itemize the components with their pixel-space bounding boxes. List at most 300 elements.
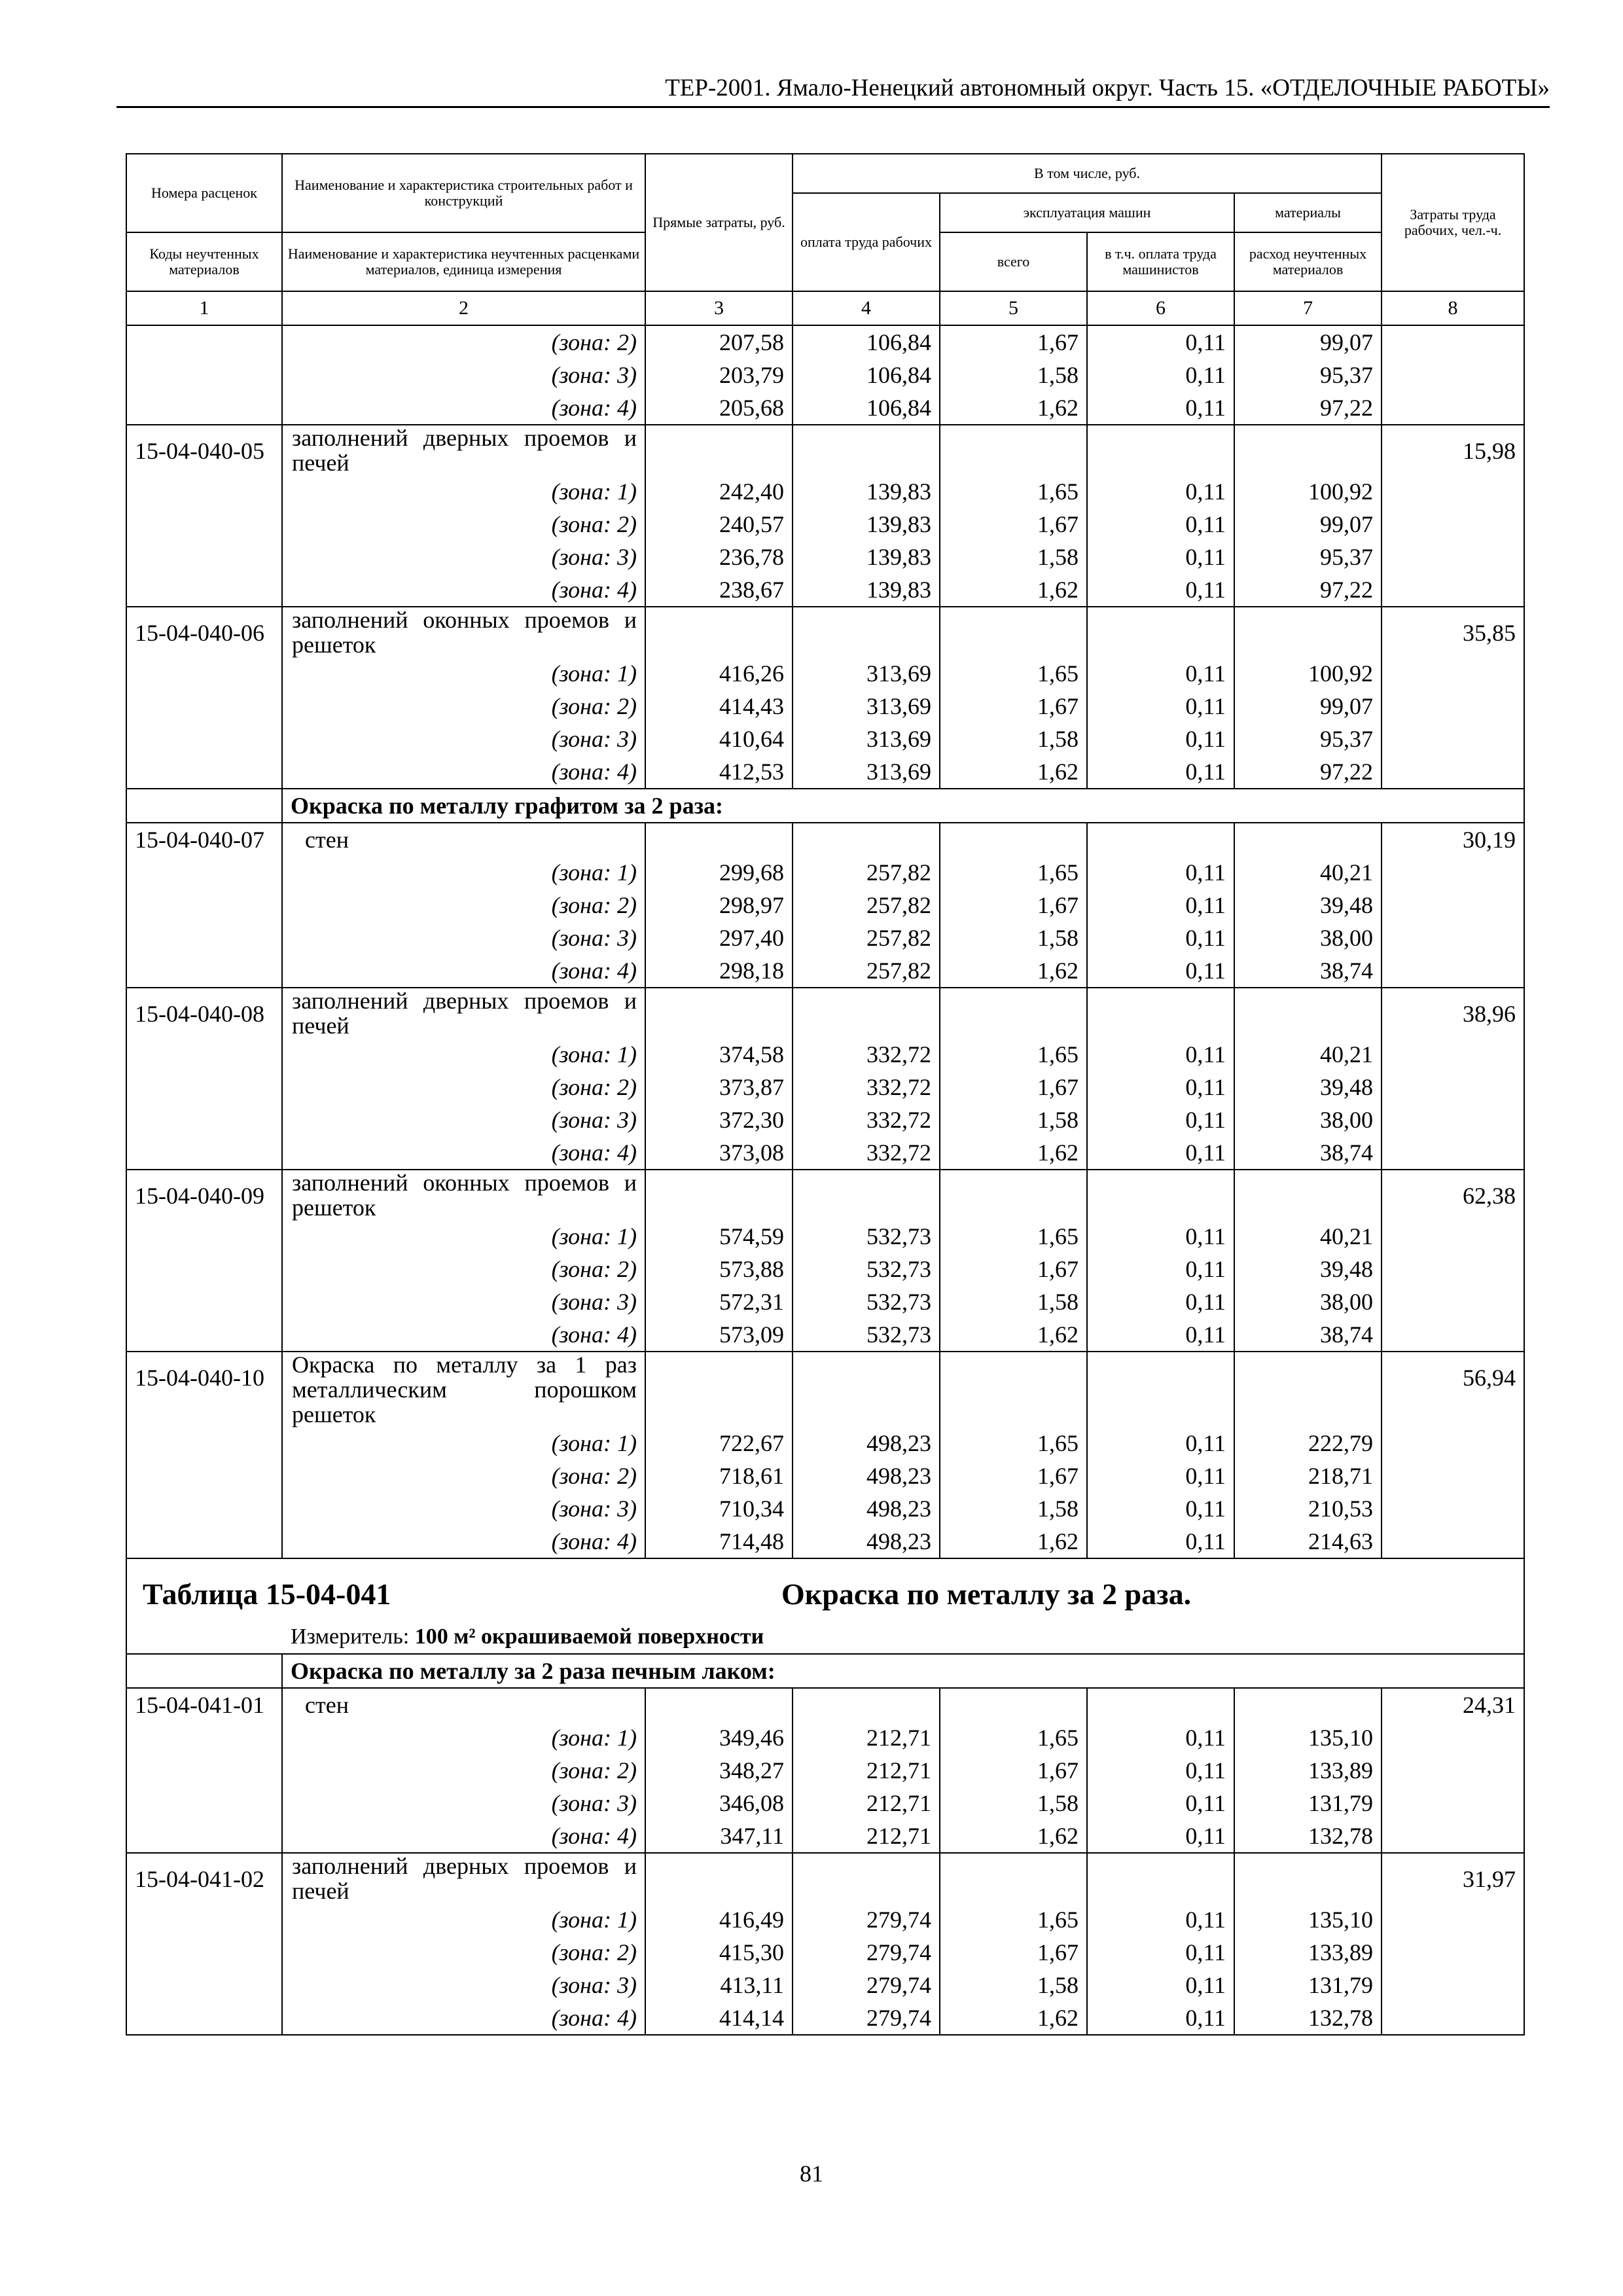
value-cell: 131,79 [1234, 1969, 1382, 2001]
value-cell: 242,40 [645, 475, 793, 508]
page-number: 81 [800, 2161, 823, 2187]
value-cell: 1,62 [940, 1136, 1087, 1170]
table-row [126, 1820, 1524, 1853]
value-cell: 0,11 [1087, 2001, 1234, 2035]
value-cell [793, 1688, 940, 1721]
labor-cell [1382, 1460, 1524, 1492]
code-cell [126, 1460, 282, 1492]
value-cell: 257,82 [793, 856, 940, 889]
running-header [116, 72, 1550, 108]
value-cell: 207,58 [645, 325, 793, 359]
rate-name: заполнений дверных проемов и печей [282, 988, 645, 1038]
rate-code: 15-04-040-08 [126, 988, 282, 1038]
rate-name: заполнений дверных проемов и печей [282, 425, 645, 475]
value-cell: 1,62 [940, 2001, 1087, 2035]
column-number: 3 [645, 291, 793, 325]
value-cell: 718,61 [645, 1460, 793, 1492]
value-cell: 498,23 [793, 1460, 940, 1492]
value-cell: 415,30 [645, 1936, 793, 1969]
value-cell: 1,58 [940, 1787, 1087, 1820]
value-cell [940, 1853, 1087, 1903]
value-cell: 212,71 [793, 1820, 940, 1853]
code-cell [126, 508, 282, 541]
zone-label: (зона: 4) [282, 2001, 645, 2035]
value-cell: 0,11 [1087, 1525, 1234, 1558]
value-cell: 222,79 [1234, 1427, 1382, 1460]
value-cell: 40,21 [1234, 1038, 1382, 1071]
col2-header-top: Наименование и характеристика строительных работ и конструкций [282, 154, 645, 232]
labor-value: 62,38 [1382, 1170, 1524, 1220]
value-cell: 257,82 [793, 954, 940, 988]
value-cell: 532,73 [793, 1253, 940, 1285]
value-cell: 572,31 [645, 1285, 793, 1318]
labor-cell [1382, 1820, 1524, 1853]
value-cell [1234, 1688, 1382, 1721]
column-number: 8 [1382, 291, 1524, 325]
value-cell: 532,73 [793, 1285, 940, 1318]
code-cell [126, 1903, 282, 1936]
labor-cell [1382, 723, 1524, 755]
value-cell: 313,69 [793, 690, 940, 723]
zone-label: (зона: 1) [282, 1903, 645, 1936]
table-row [126, 1427, 1524, 1460]
value-cell: 106,84 [793, 325, 940, 359]
zone-label: (зона: 4) [282, 391, 645, 425]
table-row [126, 325, 1524, 359]
rate-name: Окраска по металлу за 1 раз металлическим порошком решеток [282, 1352, 645, 1427]
labor-value: 31,97 [1382, 1853, 1524, 1903]
value-cell: 131,79 [1234, 1787, 1382, 1820]
value-cell [1234, 607, 1382, 657]
value-cell: 1,62 [940, 391, 1087, 425]
value-cell: 1,65 [940, 856, 1087, 889]
table-row [126, 723, 1524, 755]
zone-label: (зона: 1) [282, 1038, 645, 1071]
value-cell: 298,97 [645, 889, 793, 922]
table-row [126, 690, 1524, 723]
value-cell: 135,10 [1234, 1721, 1382, 1754]
value-cell: 1,65 [940, 1903, 1087, 1936]
code-cell [126, 1136, 282, 1170]
code-cell [126, 755, 282, 789]
table-row [126, 508, 1524, 541]
code-cell [126, 657, 282, 690]
value-cell [645, 823, 793, 856]
value-cell: 97,22 [1234, 391, 1382, 425]
section-row [126, 1654, 1524, 1688]
zone-label: (зона: 2) [282, 1071, 645, 1103]
value-cell: 0,11 [1087, 1318, 1234, 1352]
value-cell [645, 1352, 793, 1427]
value-cell: 0,11 [1087, 475, 1234, 508]
value-cell [1234, 1853, 1382, 1903]
value-cell: 412,53 [645, 755, 793, 789]
value-cell [793, 425, 940, 475]
section-row [126, 789, 1524, 823]
value-cell: 1,65 [940, 1220, 1087, 1253]
code-cell [126, 954, 282, 988]
code-cell [126, 573, 282, 607]
labor-cell [1382, 954, 1524, 988]
value-cell: 1,65 [940, 657, 1087, 690]
column-number: 2 [282, 291, 645, 325]
value-cell [1087, 1352, 1234, 1427]
col6-header: в т.ч. оплата труда машинистов [1087, 232, 1234, 291]
column-number: 7 [1234, 291, 1382, 325]
rate-name: заполнений оконных проемов и решеток [282, 1170, 645, 1220]
value-cell: 39,48 [1234, 1253, 1382, 1285]
value-cell: 95,37 [1234, 723, 1382, 755]
zone-label: (зона: 1) [282, 657, 645, 690]
value-cell: 1,65 [940, 1427, 1087, 1460]
column-number: 5 [940, 291, 1087, 325]
labor-cell [1382, 690, 1524, 723]
labor-value: 35,85 [1382, 607, 1524, 657]
value-cell: 532,73 [793, 1318, 940, 1352]
value-cell: 1,58 [940, 1969, 1087, 2001]
value-cell [940, 1352, 1087, 1427]
labor-value: 30,19 [1382, 823, 1524, 856]
code-cell [126, 1071, 282, 1103]
value-cell: 0,11 [1087, 954, 1234, 988]
labor-cell [1382, 1103, 1524, 1136]
rate-code: 15-04-041-01 [126, 1688, 282, 1721]
code-cell [126, 541, 282, 573]
value-cell: 0,11 [1087, 1903, 1234, 1936]
rate-item-row [126, 425, 1524, 475]
value-cell: 203,79 [645, 359, 793, 391]
value-cell: 106,84 [793, 391, 940, 425]
value-cell: 1,58 [940, 1492, 1087, 1525]
value-cell: 133,89 [1234, 1936, 1382, 1969]
value-cell: 498,23 [793, 1492, 940, 1525]
rate-code: 15-04-041-02 [126, 1853, 282, 1903]
col1-header-bottom: Коды неучтенных материалов [126, 232, 282, 291]
zone-label: (зона: 2) [282, 508, 645, 541]
value-cell: 0,11 [1087, 325, 1234, 359]
col1-header-top: Номера расценок [126, 154, 282, 232]
table-row [126, 755, 1524, 789]
value-cell: 498,23 [793, 1525, 940, 1558]
col4-header: оплата труда рабочих [793, 193, 940, 291]
table-row [126, 856, 1524, 889]
zone-label: (зона: 3) [282, 1103, 645, 1136]
labor-value: 15,98 [1382, 425, 1524, 475]
value-cell: 313,69 [793, 755, 940, 789]
value-cell [1087, 1853, 1234, 1903]
value-cell [1087, 607, 1234, 657]
rate-name: заполнений дверных проемов и печей [282, 1853, 645, 1903]
value-cell: 1,58 [940, 723, 1087, 755]
zone-label: (зона: 3) [282, 1787, 645, 1820]
labor-cell [1382, 755, 1524, 789]
value-cell: 349,46 [645, 1721, 793, 1754]
labor-cell [1382, 359, 1524, 391]
value-cell: 257,82 [793, 889, 940, 922]
value-cell: 374,58 [645, 1038, 793, 1071]
value-cell: 573,88 [645, 1253, 793, 1285]
code-cell [126, 1721, 282, 1754]
table-row [126, 1103, 1524, 1136]
table-row [126, 1754, 1524, 1787]
value-cell: 38,74 [1234, 954, 1382, 988]
table-row [126, 391, 1524, 425]
value-cell: 0,11 [1087, 1038, 1234, 1071]
value-cell: 139,83 [793, 508, 940, 541]
code-cell [126, 1754, 282, 1787]
labor-cell [1382, 1253, 1524, 1285]
table-row [126, 889, 1524, 922]
value-cell [793, 1853, 940, 1903]
code-cell [126, 856, 282, 889]
value-cell: 1,58 [940, 1103, 1087, 1136]
rate-name: стен [282, 823, 645, 856]
code-cell [126, 1285, 282, 1318]
zone-label: (зона: 2) [282, 325, 645, 359]
labor-cell [1382, 475, 1524, 508]
value-cell: 0,11 [1087, 1820, 1234, 1853]
value-cell: 99,07 [1234, 325, 1382, 359]
code-cell [126, 789, 282, 823]
value-cell [1234, 823, 1382, 856]
labor-cell [1382, 1525, 1524, 1558]
value-cell: 0,11 [1087, 1427, 1234, 1460]
zone-label: (зона: 1) [282, 1721, 645, 1754]
value-cell: 279,74 [793, 1903, 940, 1936]
meter-value: 100 м² окрашиваемой поверхности [414, 1624, 764, 1649]
value-cell [793, 1170, 940, 1220]
value-cell: 532,73 [793, 1220, 940, 1253]
labor-cell [1382, 856, 1524, 889]
labor-value: 56,94 [1382, 1352, 1524, 1427]
value-cell: 0,11 [1087, 1103, 1234, 1136]
rate-item-row [126, 1688, 1524, 1721]
value-cell: 214,63 [1234, 1525, 1382, 1558]
code-cell [126, 1103, 282, 1136]
labor-cell [1382, 1903, 1524, 1936]
value-cell: 139,83 [793, 475, 940, 508]
labor-cell [1382, 1220, 1524, 1253]
table-row [126, 1038, 1524, 1071]
zone-label: (зона: 3) [282, 541, 645, 573]
code-cell [126, 325, 282, 359]
value-cell: 1,67 [940, 508, 1087, 541]
machines-header: эксплуатация машин [940, 193, 1234, 232]
value-cell: 0,11 [1087, 856, 1234, 889]
column-number: 1 [126, 291, 282, 325]
value-cell: 332,72 [793, 1071, 940, 1103]
zone-label: (зона: 4) [282, 1525, 645, 1558]
value-cell: 1,67 [940, 325, 1087, 359]
value-cell: 1,62 [940, 1318, 1087, 1352]
value-cell: 39,48 [1234, 889, 1382, 922]
code-cell [126, 723, 282, 755]
value-cell: 299,68 [645, 856, 793, 889]
value-cell: 414,43 [645, 690, 793, 723]
value-cell [1087, 1170, 1234, 1220]
value-cell: 332,72 [793, 1136, 940, 1170]
zone-label: (зона: 4) [282, 1318, 645, 1352]
labor-cell [1382, 657, 1524, 690]
column-number: 4 [793, 291, 940, 325]
labor-cell [1382, 1136, 1524, 1170]
value-cell: 1,58 [940, 1285, 1087, 1318]
value-cell: 132,78 [1234, 1820, 1382, 1853]
value-cell: 1,62 [940, 1820, 1087, 1853]
value-cell: 298,18 [645, 954, 793, 988]
table-row [126, 657, 1524, 690]
table-row [126, 922, 1524, 954]
rate-code: 15-04-040-10 [126, 1352, 282, 1427]
value-cell [645, 1853, 793, 1903]
value-cell [940, 1170, 1087, 1220]
code-cell [126, 1787, 282, 1820]
table-row [126, 1071, 1524, 1103]
zone-label: (зона: 2) [282, 1460, 645, 1492]
value-cell: 0,11 [1087, 1754, 1234, 1787]
zone-label: (зона: 3) [282, 922, 645, 954]
value-cell: 210,53 [1234, 1492, 1382, 1525]
code-cell [126, 1220, 282, 1253]
zone-label: (зона: 4) [282, 1820, 645, 1853]
value-cell: 1,62 [940, 954, 1087, 988]
col5-header: всего [940, 232, 1087, 291]
value-cell: 0,11 [1087, 1492, 1234, 1525]
value-cell: 722,67 [645, 1427, 793, 1460]
table-number: Таблица 15-04-041 [143, 1577, 391, 1611]
value-cell [940, 607, 1087, 657]
code-cell [126, 1492, 282, 1525]
value-cell [1087, 1688, 1234, 1721]
labor-cell [1382, 889, 1524, 922]
value-cell: 1,62 [940, 755, 1087, 789]
meter-row [126, 1621, 1524, 1654]
value-cell: 100,92 [1234, 475, 1382, 508]
rate-item-row [126, 1352, 1524, 1427]
labor-cell [1382, 1318, 1524, 1352]
value-cell: 0,11 [1087, 1969, 1234, 2001]
rate-item-row [126, 823, 1524, 856]
value-cell: 373,08 [645, 1136, 793, 1170]
code-cell [126, 2001, 282, 2035]
code-cell [126, 1525, 282, 1558]
zone-label: (зона: 4) [282, 1136, 645, 1170]
value-cell [940, 1688, 1087, 1721]
rate-item-row [126, 1170, 1524, 1220]
value-cell: 1,62 [940, 573, 1087, 607]
labor-cell [1382, 1969, 1524, 2001]
meter-cell [126, 1621, 1524, 1654]
code-cell [126, 1969, 282, 2001]
section-heading: Окраска по металлу графитом за 2 раза: [282, 789, 1524, 823]
code-cell [126, 1318, 282, 1352]
zone-label: (зона: 4) [282, 755, 645, 789]
rate-code: 15-04-040-05 [126, 425, 282, 475]
table-row [126, 475, 1524, 508]
labor-value: 24,31 [1382, 1688, 1524, 1721]
zone-label: (зона: 4) [282, 954, 645, 988]
value-cell: 0,11 [1087, 1220, 1234, 1253]
table-row [126, 2001, 1524, 2035]
value-cell: 1,67 [940, 690, 1087, 723]
code-cell [126, 889, 282, 922]
value-cell: 0,11 [1087, 508, 1234, 541]
labor-cell [1382, 1071, 1524, 1103]
value-cell: 574,59 [645, 1220, 793, 1253]
value-cell [1087, 425, 1234, 475]
value-cell: 1,67 [940, 1460, 1087, 1492]
code-cell [126, 1038, 282, 1071]
column-number: 6 [1087, 291, 1234, 325]
labor-cell [1382, 541, 1524, 573]
labor-cell [1382, 2001, 1524, 2035]
code-cell [126, 1427, 282, 1460]
value-cell: 279,74 [793, 2001, 940, 2035]
table-row [126, 1525, 1524, 1558]
code-cell [126, 922, 282, 954]
col7-header: расход неучтенных материалов [1234, 232, 1382, 291]
labor-cell [1382, 325, 1524, 359]
value-cell [793, 607, 940, 657]
value-cell: 236,78 [645, 541, 793, 573]
table-row [126, 1969, 1524, 2001]
labor-cell [1382, 391, 1524, 425]
value-cell: 0,11 [1087, 1460, 1234, 1492]
value-cell [940, 823, 1087, 856]
zone-label: (зона: 1) [282, 475, 645, 508]
value-cell: 0,11 [1087, 1787, 1234, 1820]
value-cell [793, 823, 940, 856]
value-cell: 332,72 [793, 1038, 940, 1071]
value-cell: 416,49 [645, 1903, 793, 1936]
value-cell: 99,07 [1234, 690, 1382, 723]
labor-cell [1382, 1936, 1524, 1969]
value-cell [645, 988, 793, 1038]
value-cell: 1,58 [940, 541, 1087, 573]
value-cell: 1,58 [940, 359, 1087, 391]
zone-label: (зона: 1) [282, 1427, 645, 1460]
zone-label: (зона: 3) [282, 723, 645, 755]
value-cell: 218,71 [1234, 1460, 1382, 1492]
value-cell [645, 1170, 793, 1220]
labor-cell [1382, 922, 1524, 954]
value-cell: 0,11 [1087, 657, 1234, 690]
value-cell: 297,40 [645, 922, 793, 954]
value-cell: 0,11 [1087, 922, 1234, 954]
col2-header-bottom: Наименование и характеристика неучтенных расценками материалов, единица измерения [282, 232, 645, 291]
value-cell: 347,11 [645, 1820, 793, 1853]
rate-item-row [126, 1853, 1524, 1903]
value-cell: 39,48 [1234, 1071, 1382, 1103]
rate-item-row [126, 988, 1524, 1038]
col3-header: Прямые затраты, руб. [645, 154, 793, 291]
rate-name: заполнений оконных проемов и решеток [282, 607, 645, 657]
table-row [126, 541, 1524, 573]
col8-header: Затраты труда рабочих, чел.-ч. [1382, 154, 1524, 291]
header-text: ТЕР-2001. Ямало-Ненецкий автономный округ. Часть 15. «ОТДЕЛОЧНЫЕ РАБОТЫ» [665, 75, 1550, 101]
labor-cell [1382, 1427, 1524, 1460]
labor-value: 38,96 [1382, 988, 1524, 1038]
value-cell: 0,11 [1087, 359, 1234, 391]
code-cell [126, 1936, 282, 1969]
value-cell: 348,27 [645, 1754, 793, 1787]
value-cell: 133,89 [1234, 1754, 1382, 1787]
zone-label: (зона: 3) [282, 1285, 645, 1318]
value-cell [645, 425, 793, 475]
value-cell: 279,74 [793, 1969, 940, 2001]
incl-header: В том числе, руб. [793, 154, 1382, 193]
value-cell: 40,21 [1234, 1220, 1382, 1253]
